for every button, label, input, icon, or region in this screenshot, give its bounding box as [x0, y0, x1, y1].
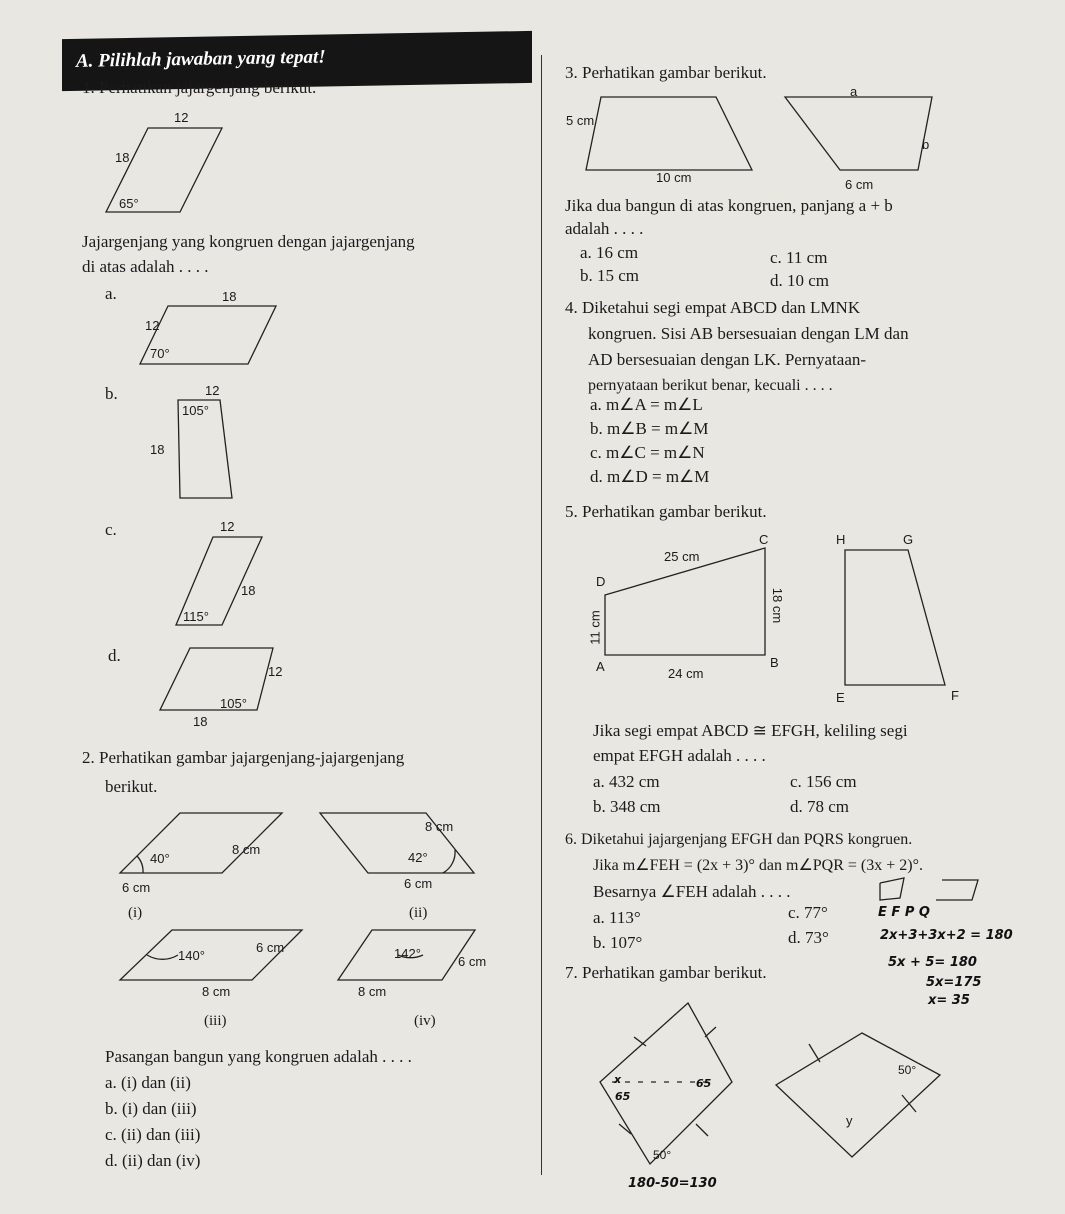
- q5-top-length: 25 cm: [664, 549, 700, 564]
- q1-a-top: 18: [222, 289, 237, 304]
- q2-i-side: 8 cm: [232, 842, 261, 857]
- q1-option-a-letter[interactable]: a.: [105, 284, 117, 303]
- q2-option-a[interactable]: a. (i) dan (ii): [105, 1073, 191, 1092]
- q5-label-B: B: [770, 655, 779, 670]
- q1-c-angle: 115°: [183, 609, 209, 624]
- hand-eq-2: 5x + 5= 180: [888, 955, 977, 970]
- q4-option-a[interactable]: a. m∠A = m∠L: [590, 395, 703, 414]
- q2-i-angle: 40°: [150, 851, 170, 866]
- q3-fig1-bottom: 10 cm: [656, 170, 692, 185]
- q2-iii-label: (iii): [204, 1013, 227, 1029]
- q2-ii-angle: 42°: [408, 850, 428, 865]
- q1-fig-side: 18: [115, 150, 130, 165]
- q1-d-side: 12: [268, 664, 283, 679]
- q7-fig1-65-right: 65: [696, 1077, 712, 1090]
- q6-option-b[interactable]: b. 107°: [593, 933, 643, 952]
- q1-stem: 1. Perhatikan jajargenjang berikut.: [82, 78, 317, 97]
- q3-question-2: adalah . . . .: [565, 219, 644, 238]
- q5-label-F: F: [951, 688, 959, 703]
- q7-fig2-angle: 50°: [898, 1063, 917, 1077]
- q5-label-G: G: [903, 532, 914, 547]
- q3-option-d[interactable]: d. 10 cm: [770, 271, 830, 290]
- q1-fig-top: 12: [174, 110, 189, 125]
- hand-eq-1: 2x+3+3x+2 = 180: [880, 928, 1013, 943]
- q4-option-c[interactable]: c. m∠C = m∠N: [590, 443, 705, 462]
- column-divider: [541, 55, 542, 1175]
- q2-option-c[interactable]: c. (ii) dan (iii): [105, 1125, 201, 1144]
- q3-option-b[interactable]: b. 15 cm: [580, 266, 640, 285]
- hand-eq-3: 5x=175: [926, 975, 982, 990]
- q5-label-E: E: [836, 690, 845, 705]
- q7-fig1-65-left: 65: [615, 1090, 631, 1103]
- q2-option-d[interactable]: d. (ii) dan (iv): [105, 1151, 201, 1170]
- q3-option-a[interactable]: a. 16 cm: [580, 243, 639, 262]
- q6-option-d[interactable]: d. 73°: [788, 928, 829, 947]
- q3-question-1: Jika dua bangun di atas kongruen, panjang a + b: [565, 196, 893, 215]
- q2-stem-2: berikut.: [105, 777, 158, 796]
- q1-question-1: Jajargenjang yang kongruen dengan jajargenjang: [82, 232, 415, 251]
- q3-fig2-bottom: 6 cm: [845, 177, 874, 192]
- q5-left-length: 11 cm: [587, 610, 603, 645]
- q5-label-H: H: [836, 532, 846, 547]
- q4-option-d[interactable]: d. m∠D = m∠M: [590, 467, 710, 486]
- q5-label-A: A: [596, 659, 605, 674]
- q2-option-b[interactable]: b. (i) dan (iii): [105, 1099, 197, 1118]
- q1-b-side: 18: [150, 442, 165, 457]
- q2-iv-side: 6 cm: [458, 954, 487, 969]
- q7-stem: 7. Perhatikan gambar berikut.: [565, 963, 767, 982]
- q1-b-top: 12: [205, 383, 220, 398]
- q5-question-2: empat EFGH adalah . . . .: [593, 746, 766, 765]
- q3-option-c[interactable]: c. 11 cm: [770, 248, 828, 267]
- q2-iii-side: 6 cm: [256, 940, 285, 955]
- q4-line-1: 4. Diketahui segi empat ABCD dan LMNK: [565, 298, 861, 317]
- q7-fig1-x: x: [614, 1073, 622, 1086]
- q3-fig2-top: a: [850, 84, 858, 99]
- q2-iv-label: (iv): [414, 1013, 436, 1029]
- q4-option-b[interactable]: b. m∠B = m∠M: [590, 419, 709, 438]
- q1-b-angle: 105°: [182, 403, 209, 418]
- q1-d-bottom: 18: [193, 714, 208, 729]
- q2-i-bottom: 6 cm: [122, 880, 151, 895]
- q5-question-1: Jika segi empat ABCD ≅ EFGH, keliling segi: [593, 721, 908, 740]
- q5-option-c[interactable]: c. 156 cm: [790, 772, 857, 791]
- q3-fig1-side: 5 cm: [566, 113, 595, 128]
- q4-line-4: pernyataan berikut benar, kecuali . . . .: [588, 377, 833, 394]
- q1-a-side: 12: [145, 318, 160, 333]
- q7-fig2-y: y: [846, 1113, 853, 1128]
- q1-option-c-letter[interactable]: c.: [105, 520, 117, 539]
- q1-c-side: 18: [241, 583, 256, 598]
- q2-iv-bottom: 8 cm: [358, 984, 387, 999]
- q7-fig1-angle: 50°: [653, 1148, 672, 1162]
- q4-line-3: AD bersesuaian dengan LK. Pernyataan-: [588, 350, 867, 369]
- q1-question-2: di atas adalah . . . .: [82, 257, 209, 276]
- q1-option-d-letter[interactable]: d.: [108, 646, 121, 665]
- q6-stem: 6. Diketahui jajargenjang EFGH dan PQRS kongruen.: [565, 831, 913, 848]
- q2-question: Pasangan bangun yang kongruen adalah . . . .: [105, 1047, 412, 1066]
- q2-i-label: (i): [128, 905, 143, 921]
- hand-calc: 180-50=130: [628, 1176, 717, 1191]
- q2-ii-bottom: 6 cm: [404, 876, 433, 891]
- hand-letters: E F P Q: [878, 905, 930, 920]
- section-title: A. Pilihlah jawaban yang tepat!: [76, 46, 326, 72]
- q6-line-2: Jika m∠FEH = (2x + 3)° dan m∠PQR = (3x + 2)°.: [593, 857, 924, 874]
- q5-option-d[interactable]: d. 78 cm: [790, 797, 850, 816]
- q6-option-a[interactable]: a. 113°: [593, 908, 641, 927]
- q2-ii-top: 8 cm: [425, 819, 454, 834]
- q7-figures: [0, 0, 1, 1]
- q5-label-D: D: [596, 574, 606, 589]
- q6-line-3: Besarnya ∠FEH adalah . . . .: [593, 882, 791, 901]
- q1-option-b-letter[interactable]: b.: [105, 384, 118, 403]
- q1-d-angle: 105°: [220, 696, 247, 711]
- q5-option-b[interactable]: b. 348 cm: [593, 797, 661, 816]
- q5-right-length: 18 cm: [770, 587, 786, 624]
- q3-stem: 3. Perhatikan gambar berikut.: [565, 63, 767, 82]
- q1-fig-angle: 65°: [119, 196, 139, 211]
- q2-iv-angle: 142°: [394, 946, 421, 961]
- q2-iii-angle: 140°: [178, 948, 205, 963]
- q4-line-2: kongruen. Sisi AB bersesuaian dengan LM dan: [588, 324, 909, 343]
- q2-stem-1: 2. Perhatikan gambar jajargenjang-jajargenjang: [82, 748, 405, 767]
- q2-iii-bottom: 8 cm: [202, 984, 231, 999]
- q3-fig2-side: b: [922, 137, 930, 152]
- q1-c-top: 12: [220, 519, 235, 534]
- q5-stem: 5. Perhatikan gambar berikut.: [565, 502, 767, 521]
- hand-eq-4: x= 35: [928, 993, 970, 1008]
- q5-option-a[interactable]: a. 432 cm: [593, 772, 660, 791]
- q6-option-c[interactable]: c. 77°: [788, 903, 828, 922]
- q2-ii-label: (ii): [409, 905, 428, 921]
- q5-bottom-length: 24 cm: [668, 666, 704, 681]
- q5-label-C: C: [759, 532, 769, 547]
- q1-a-angle: 70°: [150, 346, 170, 361]
